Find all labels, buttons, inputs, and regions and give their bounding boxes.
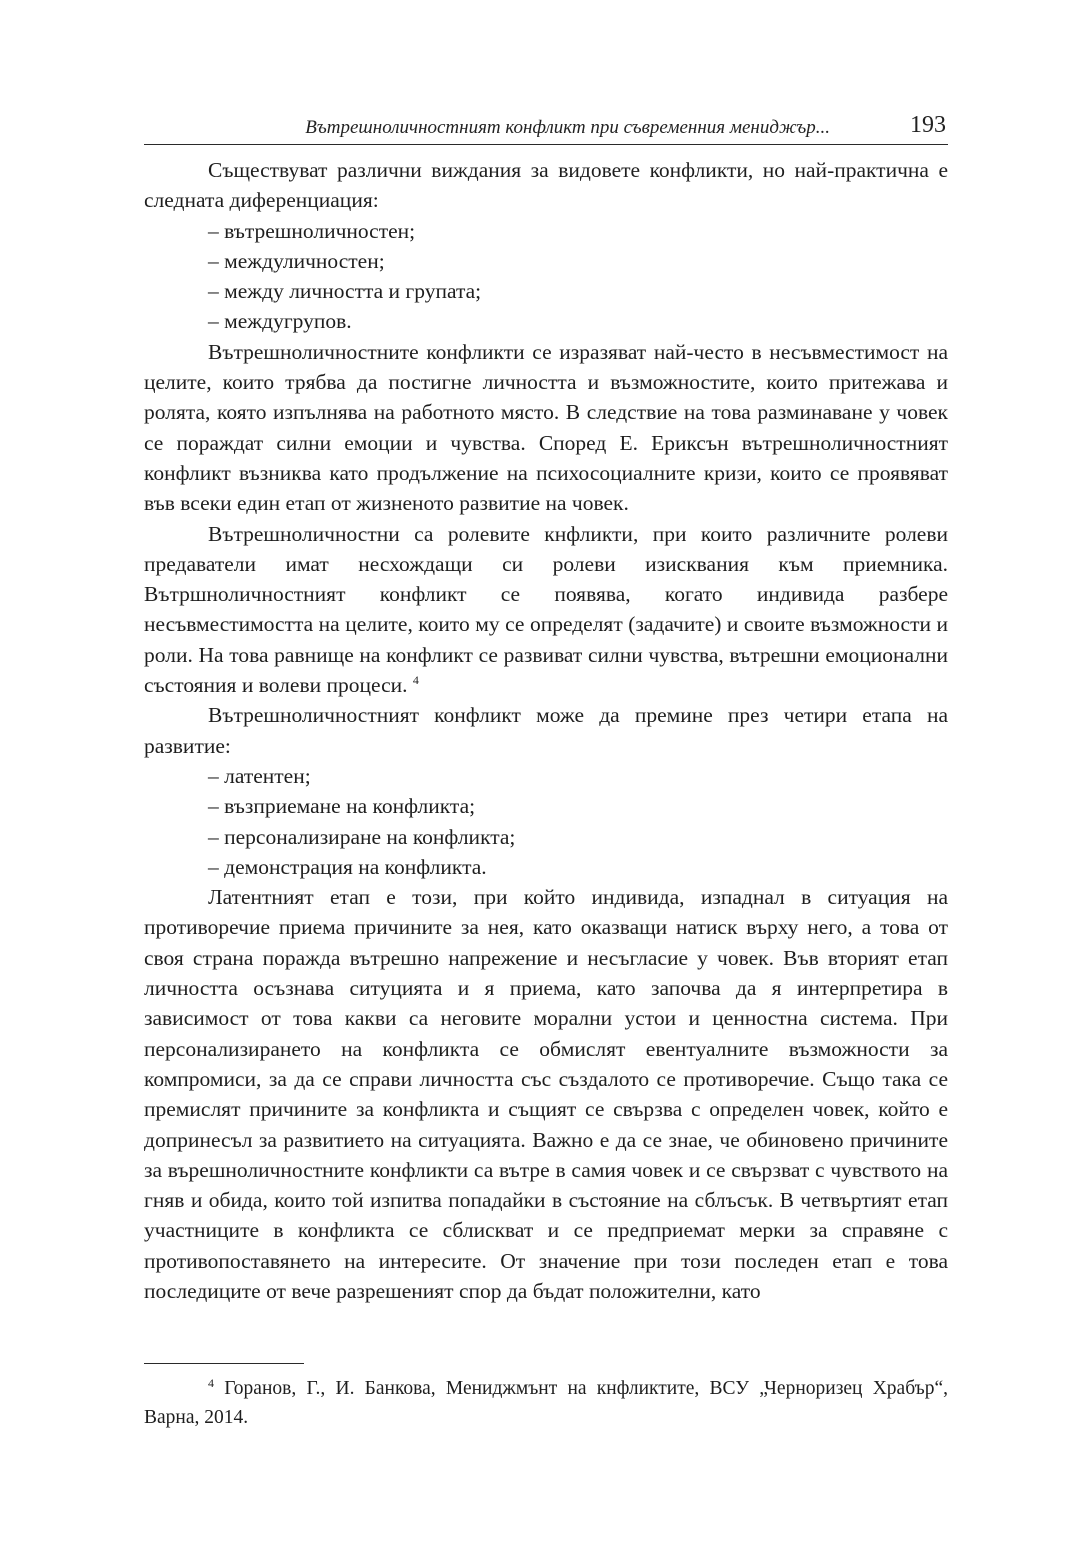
footnote-mark: 4: [208, 1376, 214, 1390]
list-item: – междуличностен;: [208, 248, 385, 273]
paragraph-intrapersonal: Вътрешноличностните конфликти се изразяват най-често в несъвместимост на целите, които трябва да постигне личността и възможностите, които притежава и ролята, която изпълнява на работното място. В следствие на това разминаване у човек се пораждат силни емоции и чувства. Според Е. Ериксън вътрешноличностният конфликт възниква като продължение на психосоциалните кризи, които се проявяват във всеки един етап от жизненото развитие на човек.: [144, 339, 948, 516]
running-header: [144, 112, 948, 145]
footnote-divider: [144, 1363, 304, 1364]
running-title: Вътрешноличностният конфликт при съвременния мениджър...: [305, 117, 830, 138]
list-item: – възприемане на конфликта;: [208, 794, 476, 819]
paragraph-stages-description: Латентният етап е този, при който индивида, изпаднал в ситуация на противоречие приема причините за нея, като оказващи натиск върху него, а това от своя страна поражда вътрешно напрежение и несъгласие у човек. Във вторият етап личността осъзнава ситуцията и я приема, като започва да я интерпретира в зависимост от това какви са неговите морални устои и ценностна система. При персонализирането на конфликта се обмислят евентуалните възможности за компромиси, за да се справи личността със създалото се противоречие. Също така се премислят причините за конфликта и същият се свързва с определен човек, който е допринесъл за развитието на ситуацията. Важно е да се знае, че обиновено причините за върешноличностните конфликти са вътре в самия човек и се свързват с чувството на гняв и обида, които той изпитва попадайки в състояние на сблъсък. В четвъртият етап участниците в конфликта се сблискват и се предприемат мерки за справяне с противопоставянето на интересите. От значение при този последен етап е това последиците от вече разрешеният спор да бъдат положителни, като: [144, 885, 948, 1303]
footnote-text: Горанов, Г., И. Банкова, Мениджмънт на кнфликтите, ВСУ „Черноризец Храбър“, Варна, 2014.: [144, 1378, 949, 1428]
footnote: [144, 1374, 948, 1432]
list-item: – вътрешноличностен;: [208, 218, 416, 243]
body-text: [144, 155, 948, 1306]
paragraph-role-conflicts: [144, 519, 948, 701]
list-item: – демонстрация на конфликта.: [208, 854, 487, 879]
list-item: – между личността и групата;: [208, 279, 482, 304]
conflict-stages-list: [144, 761, 948, 882]
list-item: – междугрупов.: [208, 309, 352, 334]
page-number: 193: [910, 112, 946, 138]
conflict-types-list: [144, 216, 948, 337]
paragraph-intro: Съществуват различни виждания за видовете конфликти, но най-практична е следната диференциация:: [144, 158, 948, 213]
footnote-reference[interactable]: 4: [412, 673, 419, 688]
list-item: – персонализиране на конфликта;: [208, 824, 516, 849]
list-item: – латентен;: [208, 763, 311, 788]
paragraph-role-conflicts-text: Вътрешноличностни са ролевите кнфликти, при които различните ролеви предаватели имат несхождащи си ролеви изисквания към приемника. Вътршноличностният конфликт се появява, когато индивида разбере несъвместимостта на целите, които му се определят (задачите) и своите възможности и роли. На това равнище на конфликт се развиват силни чувства, вътрешни емоционални състояния и волеви процеси.: [144, 521, 948, 698]
paragraph-stages-intro: Вътрешноличностният конфликт може да премине през четири етапа на развитие:: [144, 703, 948, 758]
